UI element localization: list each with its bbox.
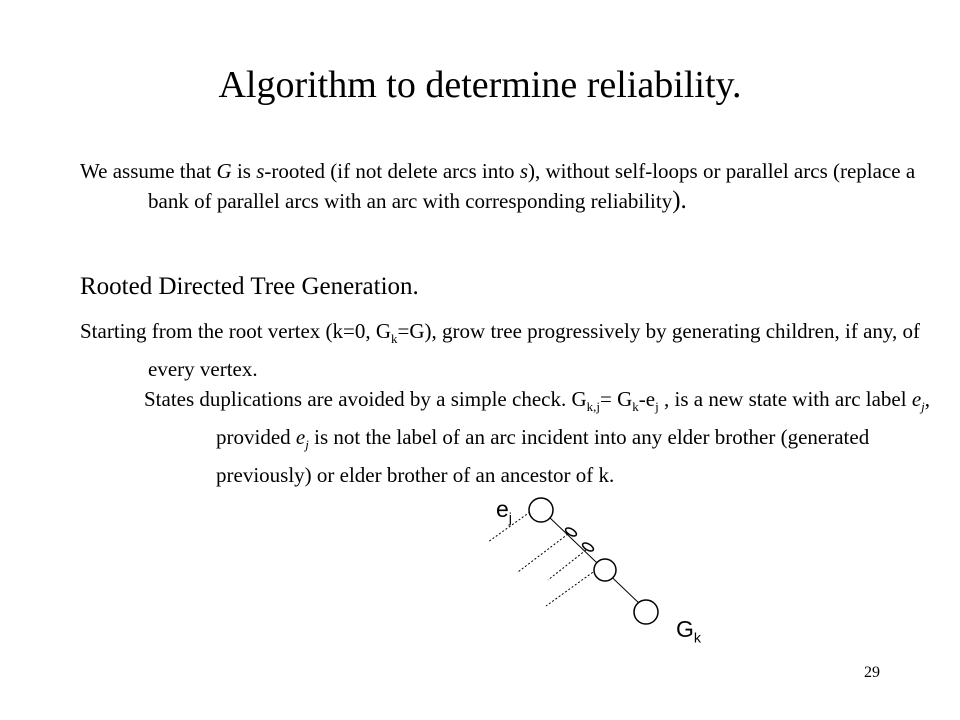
dotted-arc xyxy=(548,550,586,580)
root-vertex xyxy=(529,498,553,522)
slide-title: Algorithm to determine reliability. xyxy=(218,64,742,106)
small-vertex xyxy=(581,541,594,552)
dotted-arc xyxy=(518,534,568,572)
middle-vertex xyxy=(594,559,616,581)
tree-generation-paragraph: Starting from the root vertex (k=0, $G_k=G$), grow tree progressively by generating children, if any, of every vertex. xyxy=(80,319,921,382)
section-heading: Rooted Directed Tree Generation. xyxy=(80,273,419,300)
assumption-paragraph: We assume that G is s-rooted (if not delete arcs into s), without self-loops or parallel arcs (replace a bank of parallel arcs with an arc with corresponding reliability). xyxy=(80,159,916,214)
duplication-check-paragraph: States duplications are avoided by a simple check. $G_{k,j}= G_k-e_j$ , is a new state with arc label $e_j$, provided $e_j$ is not the label of an arc incident into any elder brother (generated previously) or elder brother of an ancestor of k. xyxy=(144,387,931,488)
gk-vertex xyxy=(634,600,658,624)
gk-label: $G_k$ xyxy=(676,616,702,647)
small-vertex xyxy=(564,526,577,537)
ej-label: $e_j$ xyxy=(496,496,512,527)
tree-edge xyxy=(548,516,642,606)
page-number: 29 xyxy=(864,664,880,681)
